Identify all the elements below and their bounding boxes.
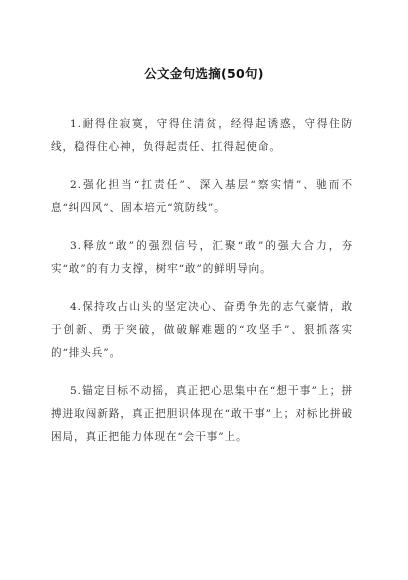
paragraph-5: 5.锚定目标不动摇，真正把心思集中在“想干事”上；拼搏进取闯新路，真正把胆识体现在“敢干事”上；对标比拼破困局，真正把能力体现在“会干事”上。 bbox=[51, 385, 353, 443]
document-body bbox=[51, 113, 353, 464]
paragraph-3: 3.释放“敢”的强烈信号，汇聚“敢”的强大合力，夯实“敢”的有力支撑，树牢“敢”的鲜明导向。 bbox=[51, 240, 353, 275]
paragraph-2: 2.强化担当“扛责任”、深入基层“察实情”、驰而不息“纠四风”、固本培元“筑防线”。 bbox=[51, 179, 353, 214]
document-title: 公文金句选摘(50句) bbox=[144, 66, 264, 81]
paragraph-4: 4.保持攻占山头的坚定决心、奋勇争先的志气豪情，敢于创新、勇于突破，做破解难题的“攻坚手”、狠抓落实的“排头兵”。 bbox=[51, 301, 353, 359]
paragraph-1: 1.耐得住寂寞，守得住清贫，经得起诱惑，守得住防线，稳得住心神，负得起责任、扛得起使命。 bbox=[51, 118, 353, 153]
